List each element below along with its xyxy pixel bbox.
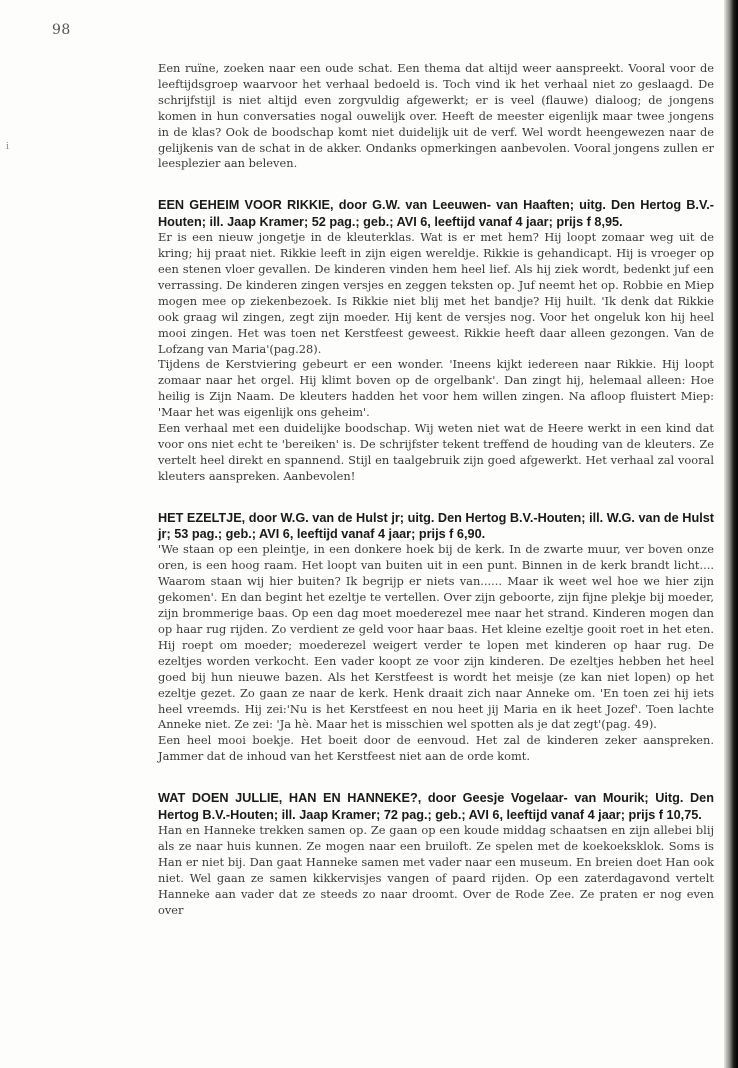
page-binding-edge	[724, 0, 738, 1068]
review-entry-het-ezeltje	[158, 510, 714, 766]
entry-heading: EEN GEHEIM VOOR RIKKIE, door G.W. van Leeuwen- van Haaften; uitg. Den Hertog B.V.-Houten; ill. Jaap Kramer; 52 pag.; geb.; AVI 6, leeftijd vanaf 4 jaar; prijs f 8,95.	[158, 198, 714, 229]
entry-paragraph: Een verhaal met een duidelijke boodschap. Wij weten niet wat de Heere werkt in een kind dat voor ons niet echt te 'bereiken' is. De schrijfster tekent treffend de houding van de kleuters. Ze vertelt heel direkt en spannend. Stijl en taalgebruik zijn goed afgewerkt. Het verhaal zal vooral kleuters aanspreken. Aanbevolen!	[158, 421, 714, 483]
entry-paragraph: Er is een nieuw jongetje in de kleuterklas. Wat is er met hem? Hij loopt zomaar weg uit de kring; hij praat niet. Rikkie leeft in zijn eigen wereldje. Rikkie is gehandicapt. Hij is vroeger op een stenen vloer gevallen. De kinderen vinden hem heel lief. Als hij ziek wordt, bedenkt juf een verrassing. De kinderen zingen versjes en zeggen teksten op. Juf neemt het op. Robbie en Miep mogen mee op ziekenbezoek. Is Rikkie niet blij met het bandje? Hij huilt. 'Ik denk dat Rikkie ook graag wil zingen, zegt zijn moeder. Hij kent de versjes nog. Voor het ongeluk kon hij heel mooi zingen. Het was toen net Kerstfeest geweest. Rikkie heeft daar alleen gezongen. Van de Lofzang van Maria'(pag.28).	[158, 230, 714, 356]
page-content	[158, 61, 714, 918]
margin-mark: i	[6, 142, 9, 152]
entry-heading: HET EZELTJE, door W.G. van de Hulst jr; uitg. Den Hertog B.V.-Houten; ill. W.G. van de Hulst jr; 53 pag.; geb.; AVI 6, leeftijd vanaf 4 jaar; prijs f 6,90.	[158, 510, 714, 542]
entry-paragraph: Han en Hanneke trekken samen op. Ze gaan op een koude middag schaatsen en zijn allebei blij als ze naar huis kunnen. Ze mogen naar een bruiloft. Ze spelen met de koekoeksklok. Soms is Han er niet bij. Dan gaat Hanneke samen met vader naar een museum. En breien doet Han ook niet. Wel gaan ze samen kikkervisjes vangen of paard rijden. Op een zaterdagavond vertelt Hanneke aan vader dat ze steeds zo naar droomt. Over de Rode Zee. Ze praten er nog even over	[158, 822, 714, 917]
entry-heading: WAT DOEN JULLIE, HAN EN HANNEKE?, door Geesje Vogelaar- van Mourik; Uitg. Den Hertog B.V.-Houten; ill. Jaap Kramer; 72 pag.; geb.; AVI 6, leeftijd vanaf 4 jaar; prijs f 10,75.	[158, 791, 714, 822]
review-entry-geheim-voor-rikkie	[158, 197, 714, 484]
entry-paragraph: 'We staan op een pleintje, in een donkere hoek bij de kerk. In de zwarte muur, ver boven onze oren, is een hoog raam. Het loopt van buiten uit in een punt. Binnen in de kerk brandt licht.... Waarom staan wij hier buiten? Ik begrijp er niets van...... Maar ik weet wel hoe we hier zijn gekomen'. En dan begint het ezeltje te vertellen. Over zijn geboorte, zijn fijne plekje bij moeder, zijn brommerige baas. Op een dag moet moederezel mee naar het strand. Kinderen mogen dan op haar rug rijden. Zo verdient ze geld voor haar baas. Het kleine ezeltje gooit roet in het eten. Hij roept om moeder; moederezel weigert verder te lopen met kinderen op haar rug. De ezeltjes worden verkocht. Een vader koopt ze voor zijn kinderen. De ezeltjes hebben het heel goed bij hun nieuwe bazen. Als het Kerstfeest is wordt het meisje (ze kan niet lopen) op het ezeltje gezet. Zo gaan ze naar de kerk. Henk draait zich naar Anneke om. 'En toen zei hij iets heel vreemds. Hij zei:'Nu is het Kerstfeest en nou heet jij Maria en ik heet Jozef'. Toen lachte Anneke niet. Ze zei: 'Ja hè. Maar het is misschien wel spotten als je dat zegt'(pag. 49).	[158, 542, 714, 732]
page-number: 98	[52, 22, 71, 38]
entry-paragraph: Een heel mooi boekje. Het boeit door de eenvoud. Het zal de kinderen zeker aanspreken. Jammer dat de inhoud van het Kerstfeest niet aan de orde komt.	[158, 733, 714, 764]
intro-review-text: Een ruïne, zoeken naar een oude schat. Een thema dat altijd weer aanspreekt. Vooral voor de leeftijdsgroep waarvoor het verhaal bedoeld is. Toch vind ik het verhaal niet zo geslaagd. De schrijfstijl is niet altijd even zorgvuldig afgewerkt; er is veel (flauwe) dialoog; de jongens komen in hun conversaties nogal ouwelijk over. Heeft de meester eigenlijk maar twee jongens in de klas? Ook de boodschap komt niet duidelijk uit de verf. Wel wordt heengewezen naar de gelijkenis van de schat in de akker. Ondanks opmerkingen aanbevolen. Vooral jongens zullen er leesplezier aan beleven.	[158, 61, 714, 171]
entry-paragraph: Tijdens de Kerstviering gebeurt er een wonder. 'Ineens kijkt iedereen naar Rikkie. Hij loopt zomaar naar het orgel. Hij klimt boven op de orgelbank'. Dan zingt hij, helemaal alleen: Hoe heilig is Zijn Naam. De kleuters hadden het voor hem willen zingen. Na afloop fluistert Miep: 'Maar het was eigenlijk ons geheim'.	[158, 357, 714, 420]
review-entry-han-en-hanneke	[158, 790, 714, 918]
